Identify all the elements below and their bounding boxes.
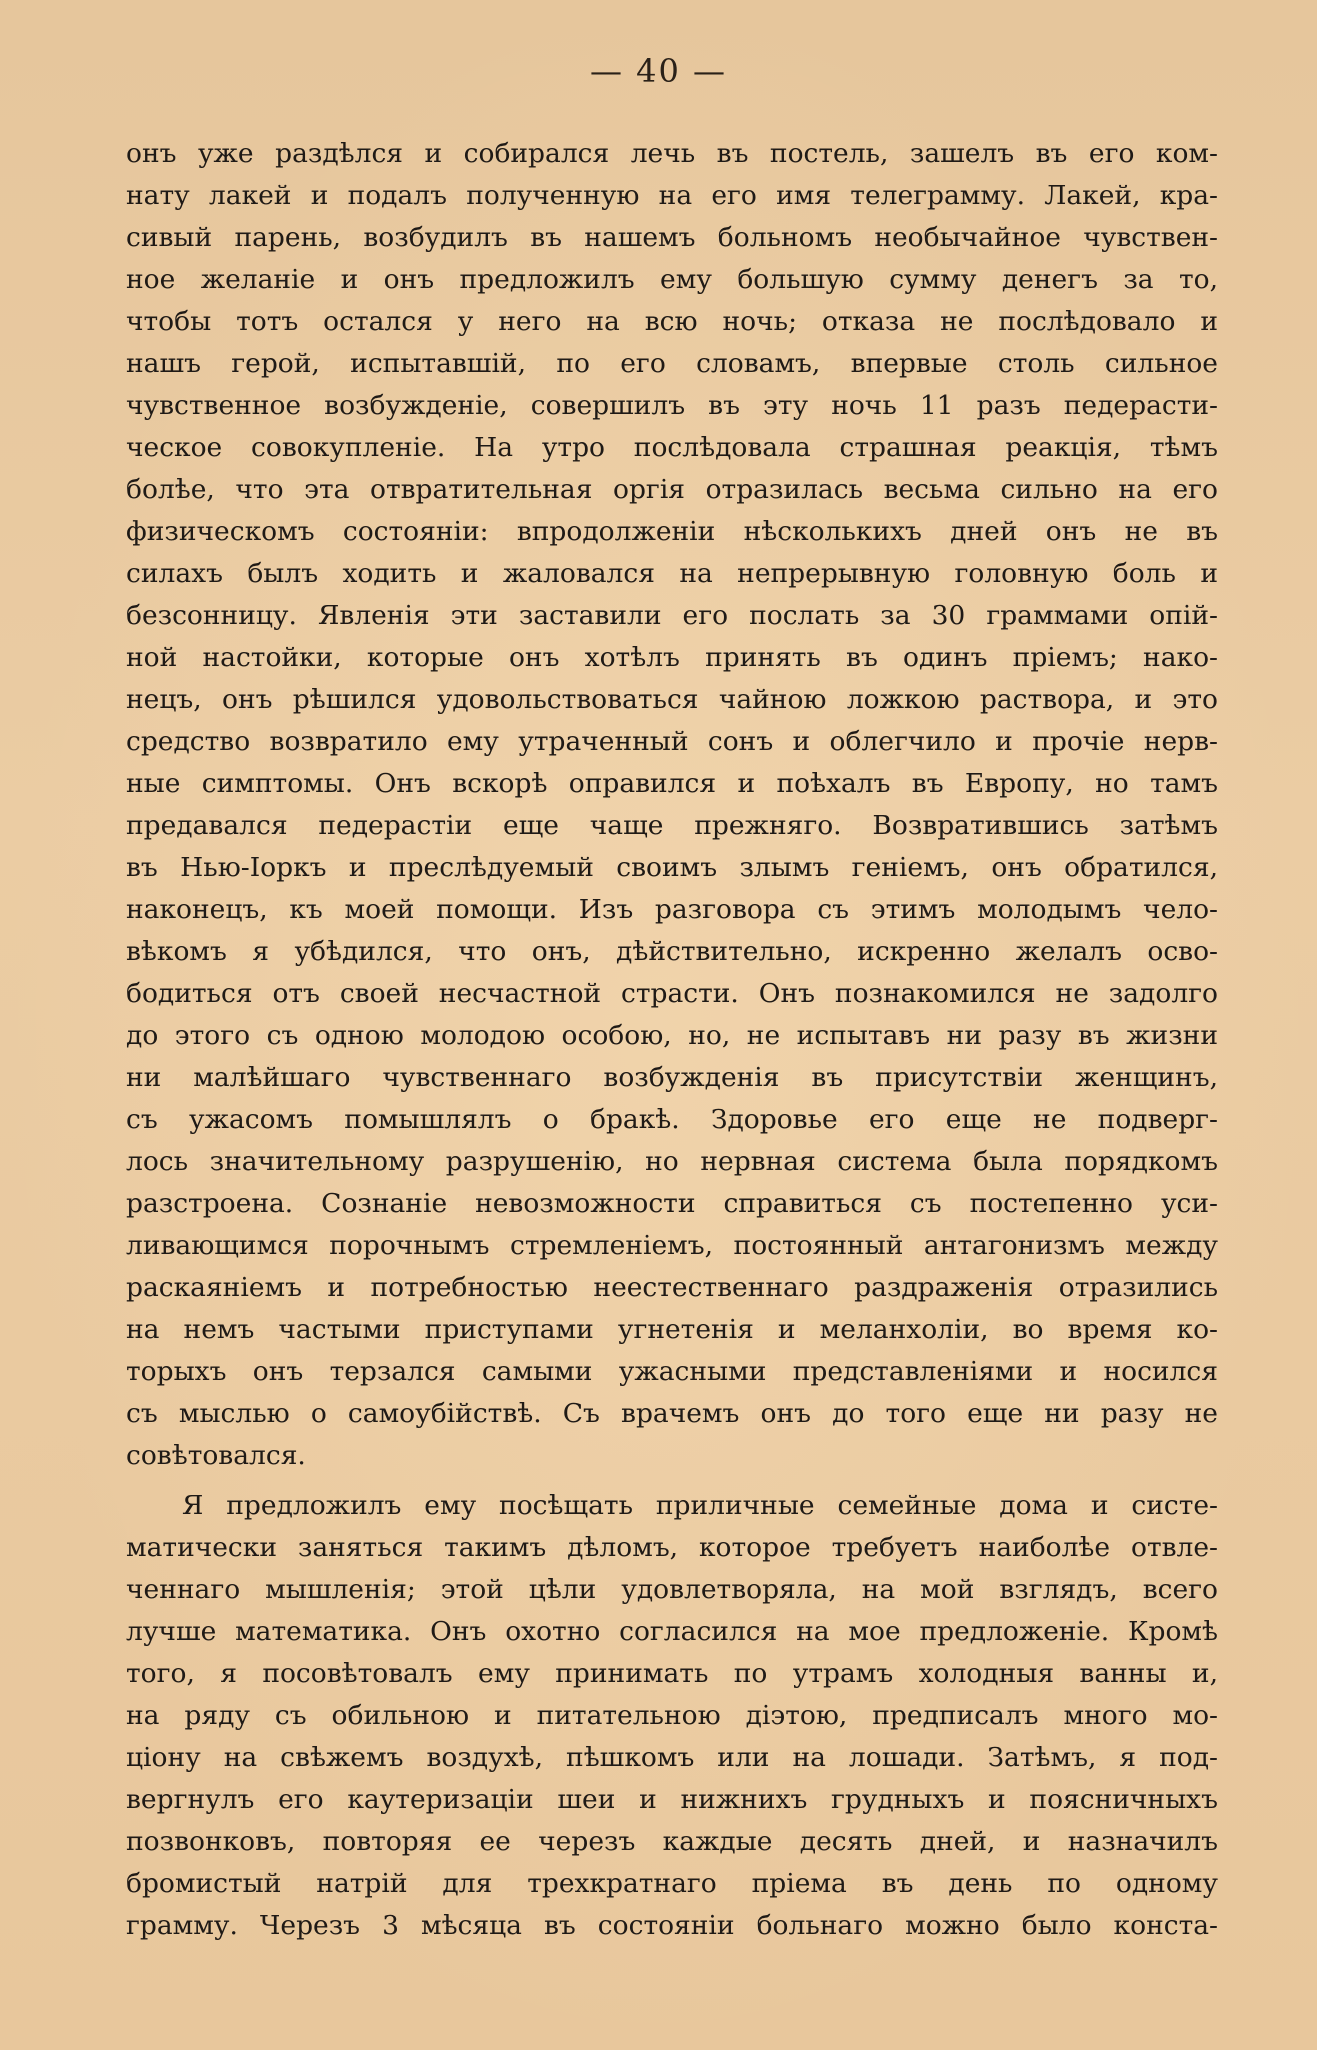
text-line: бромистый натрій для трехкратнаго пріема въ день по одному xyxy=(126,1868,1218,1899)
text-line: съ ужасомъ помышлялъ о бракѣ. Здоровье его еще не подверг- xyxy=(126,1104,1218,1135)
text-line: ціону на свѣжемъ воздухѣ, пѣшкомъ или на лошади. Затѣмъ, я под- xyxy=(126,1742,1218,1773)
text-line: съ мыслью о самоубійствѣ. Съ врачемъ онъ до того еще ни разу не xyxy=(126,1398,1218,1429)
text-line: на немъ частыми приступами угнетенія и меланхоліи, во время ко- xyxy=(126,1314,1218,1345)
text-line: средство возвратило ему утраченный сонъ и облегчило и прочіе нерв- xyxy=(126,726,1218,757)
paragraph xyxy=(126,133,1218,1477)
paragraph xyxy=(126,1485,1218,1947)
paragraph-gap xyxy=(126,1477,1218,1485)
text-line: сивый парень, возбудилъ въ нашемъ больномъ необычайное чувствен- xyxy=(126,222,1218,253)
text-line: ческое совокупленіе. На утро послѣдовала страшная реакція, тѣмъ xyxy=(126,432,1218,463)
text-line: чтобы тотъ остался у него на всю ночь; отказа не послѣдовало и xyxy=(126,306,1218,337)
text-line: торыхъ онъ терзался самыми ужасными представленіями и носился xyxy=(126,1356,1218,1387)
text-line: болѣе, что эта отвратительная оргія отразилась весьма сильно на его xyxy=(126,474,1218,505)
text-line: ченнаго мышленія; этой цѣли удовлетворяла, на мой взглядъ, всего xyxy=(126,1574,1218,1605)
text-line: чувственное возбужденіе, совершилъ въ эту ночь 11 разъ педерасти- xyxy=(126,390,1218,421)
text-line: физическомъ состояніи: впродолженіи нѣсколькихъ дней онъ не въ xyxy=(126,516,1218,547)
text-line: того, я посовѣтовалъ ему принимать по утрамъ холодныя ванны и, xyxy=(126,1658,1218,1689)
text-line: ной настойки, которые онъ хотѣлъ принять въ одинъ пріемъ; нако- xyxy=(126,642,1218,673)
body-text xyxy=(126,133,1218,1947)
text-line: раскаяніемъ и потребностью неестественнаго раздраженія отразились xyxy=(126,1272,1218,1303)
text-line: безсонницу. Явленія эти заставили его послать за 30 граммами опій- xyxy=(126,600,1218,631)
text-line: позвонковъ, повторяя ее черезъ каждые десять дней, и назначилъ xyxy=(126,1826,1218,1857)
text-line: нецъ, онъ рѣшился удовольствоваться чайною ложкою раствора, и это xyxy=(126,684,1218,715)
text-line: ни малѣйшаго чувственнаго возбужденія въ присутствіи женщинъ, xyxy=(126,1062,1218,1093)
text-line: вѣкомъ я убѣдился, что онъ, дѣйствительно, искренно желалъ осво- xyxy=(126,936,1218,967)
text-line: лось значительному разрушенію, но нервная система была порядкомъ xyxy=(126,1146,1218,1177)
text-line: наконецъ, къ моей помощи. Изъ разговора съ этимъ молодымъ чело- xyxy=(126,894,1218,925)
text-line: предавался педерастіи еще чаще прежняго. Возвратившись затѣмъ xyxy=(126,810,1218,841)
text-line: нашъ герой, испытавшій, по его словамъ, впервые столь сильное xyxy=(126,348,1218,379)
text-line: въ Нью-Іоркъ и преслѣдуемый своимъ злымъ геніемъ, онъ обратился, xyxy=(126,852,1218,883)
text-line: нату лакей и подалъ полученную на его имя телеграмму. Лакей, кра- xyxy=(126,180,1218,211)
text-line: до этого съ одною молодою особою, но, не испытавъ ни разу въ жизни xyxy=(126,1020,1218,1051)
text-line: ливающимся порочнымъ стремленіемъ, постоянный антагонизмъ между xyxy=(126,1230,1218,1261)
text-line: Я предложилъ ему посѣщать приличные семейные дома и систе- xyxy=(182,1490,1218,1521)
text-line: вергнулъ его каутеризаціи шеи и нижнихъ грудныхъ и поясничныхъ xyxy=(126,1784,1218,1815)
text-line: ные симптомы. Онъ вскорѣ оправился и поѣхалъ въ Европу, но тамъ xyxy=(126,768,1218,799)
page-number: — 40 — xyxy=(589,52,728,90)
text-line: ное желаніе и онъ предложилъ ему большую сумму денегъ за то, xyxy=(126,264,1218,295)
text-line: грамму. Черезъ 3 мѣсяца въ состояніи больнаго можно было конста- xyxy=(126,1910,1218,1941)
text-line: силахъ былъ ходить и жаловался на непрерывную головную боль и xyxy=(126,558,1218,589)
text-line: лучше математика. Онъ охотно согласился на мое предложеніе. Кромѣ xyxy=(126,1616,1218,1647)
text-line: онъ уже раздѣлся и собирался лечь въ постель, зашелъ въ его ком- xyxy=(126,138,1218,169)
text-line: матически заняться такимъ дѣломъ, которое требуетъ наиболѣе отвле- xyxy=(126,1532,1218,1563)
text-line: бодиться отъ своей несчастной страсти. Онъ познакомился не задолго xyxy=(126,978,1218,1009)
text-line: совѣтовался. xyxy=(126,1440,306,1471)
text-line: на ряду съ обильною и питательною діэтою, предписалъ много мо- xyxy=(126,1700,1218,1731)
text-line: разстроена. Сознаніе невозможности справиться съ постепенно уси- xyxy=(126,1188,1218,1219)
